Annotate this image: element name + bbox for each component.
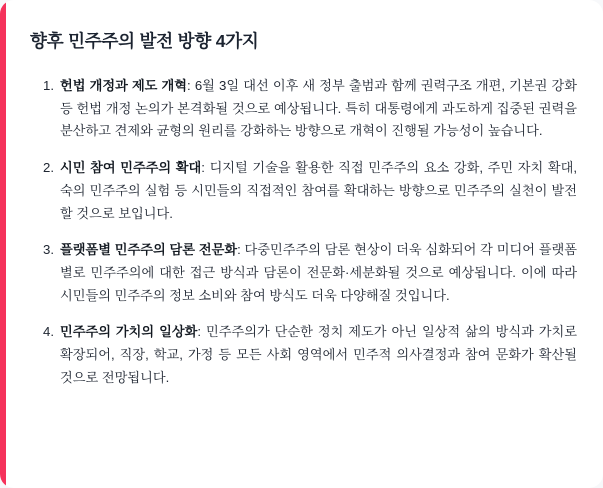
list-item <box>26 239 577 307</box>
list-item-body: : 6월 3일 대선 이후 새 정부 출범과 함께 권력구조 개편, 기본권 강화 등 헌법 개정 논의가 본격화될 것으로 예상됩니다. 특히 대통령에게 과도하게 집중된 권력을 분산하고 견제와 균형의 원리를 강화하는 방향으로 개혁이 진행될 가능성이 높습니다. <box>60 78 577 139</box>
list-item-body: : 다중민주주의 담론 현상이 더욱 심화되어 각 미디어 플랫폼별로 민주주의에 대한 접근 방식과 담론이 전문화·세분화될 것으로 예상됩니다. 이에 따라 시민들의 민주주의 정보 소비와 참여 방식도 더욱 다양해질 것입니다. <box>60 242 577 303</box>
list-item-body: : 민주주의가 단순한 정치 제도가 아닌 일상적 삶의 방식과 가치로 확장되어, 직장, 학교, 가정 등 모든 사회 영역에서 민주적 의사결정과 참여 문화가 확산될 것으로 전망됩니다. <box>60 324 577 385</box>
list-item-body: : 디지털 기술을 활용한 직접 민주주의 요소 강화, 주민 자치 확대, 숙의 민주주의 실험 등 시민들의 직접적인 참여를 확대하는 방향으로 민주주의 실천이 발전할 것으로 보입니다. <box>60 160 578 221</box>
accent-bar <box>0 0 6 488</box>
list-item <box>26 321 577 389</box>
list-item-term: 시민 참여 민주주의 확대 <box>60 160 202 176</box>
list-item-term: 민주주의 가치의 일상화 <box>60 324 198 340</box>
page-title: 향후 민주주의 발전 방향 4가지 <box>30 31 259 51</box>
list-item-term: 플랫폼별 민주주의 담론 전문화 <box>60 242 238 258</box>
numbered-list <box>26 75 577 389</box>
list-item-term: 헌법 개정과 제도 개혁 <box>60 78 188 93</box>
list-item <box>26 157 577 225</box>
list-item <box>26 75 577 143</box>
